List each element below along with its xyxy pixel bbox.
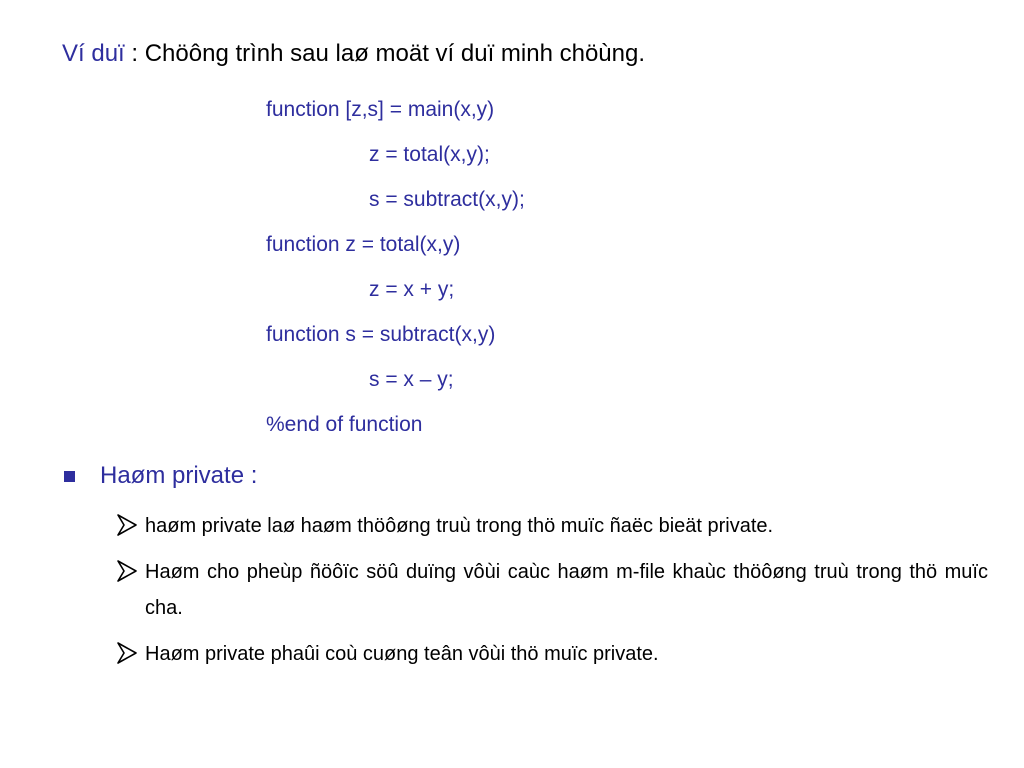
- code-line: function [z,s] = main(x,y): [266, 98, 495, 121]
- sub-bullet-text: Haøm cho pheùp ñöôïc söû duïng vôùi caùc haøm m-file khaùc thöôøng truù trong thö muïc cha.: [145, 561, 988, 619]
- code-line: %end of function: [266, 413, 423, 436]
- sub-bullet-text: Haøm private phaûi coù cuøng teân vôùi thö muïc private.: [145, 643, 659, 665]
- sub-bullet-item: [116, 554, 988, 626]
- arrow-bullet-icon: [116, 559, 138, 583]
- sub-bullet-item: [116, 636, 988, 672]
- square-bullet-icon: [64, 471, 75, 482]
- sub-bullet-item: [116, 508, 988, 544]
- code-line: z = total(x,y);: [369, 143, 490, 166]
- code-line: function z = total(x,y): [266, 233, 461, 256]
- sub-bullet-text: haøm private laø haøm thöôøng truù trong thö muïc ñaëc bieät private.: [145, 515, 774, 537]
- code-block: [266, 96, 525, 456]
- intro-line: [62, 40, 645, 68]
- bullet-label: Haøm private :: [100, 462, 258, 489]
- code-line: z = x + y;: [369, 278, 455, 301]
- intro-text: : Chöông trình sau laø moät ví duï minh chöùng.: [124, 40, 646, 67]
- sub-bullet-list: [116, 508, 988, 682]
- bullet-private: [64, 462, 257, 490]
- code-line: s = subtract(x,y);: [369, 188, 525, 211]
- intro-lead: Ví duï: [62, 40, 125, 67]
- code-line: s = x – y;: [369, 368, 454, 391]
- arrow-bullet-icon: [116, 641, 138, 665]
- code-line: function s = subtract(x,y): [266, 323, 496, 346]
- arrow-bullet-icon: [116, 513, 138, 537]
